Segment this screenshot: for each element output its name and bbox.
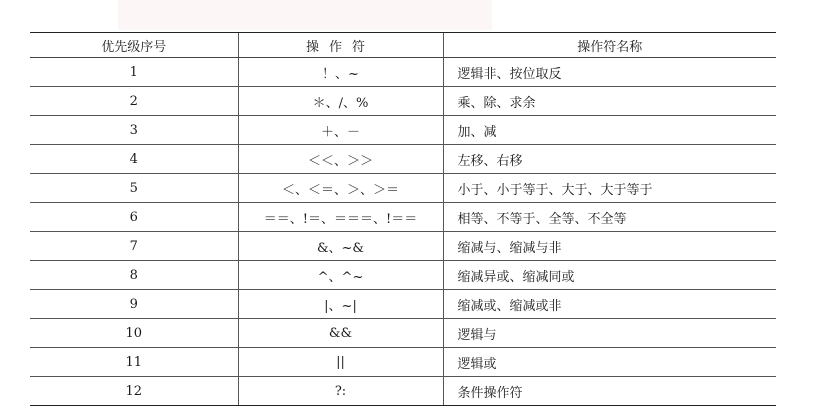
header-operator-name: 操作符名称 [443,33,776,58]
table-row [30,116,776,145]
operator-cell: && [238,319,443,348]
operator-name-cell: 左移、右移 [443,145,776,174]
operator-cell: &、~& [238,232,443,261]
operator-cell: ＜＜、＞＞ [238,145,443,174]
priority-cell: 9 [30,290,238,319]
operator-cell: ！、~ [238,58,443,87]
table-row [30,174,776,203]
operator-name-cell: 相等、不等于、全等、不全等 [443,203,776,232]
operator-cell: ＝＝、!＝、＝＝＝、!＝＝ [238,203,443,232]
priority-cell: 4 [30,145,238,174]
priority-cell: 10 [30,319,238,348]
operator-name-cell: 小于、小于等于、大于、大于等于 [443,174,776,203]
top-page-band [118,0,492,30]
table-row [30,58,776,87]
table-row [30,145,776,174]
operator-name-cell: 逻辑非、按位取反 [443,58,776,87]
operator-cell: ^、^~ [238,261,443,290]
operator-name-cell: 逻辑或 [443,348,776,377]
operator-name-cell: 条件操作符 [443,377,776,406]
operator-cell: || [238,348,443,377]
priority-cell: 6 [30,203,238,232]
table-row [30,261,776,290]
table-row [30,348,776,377]
table-row [30,377,776,406]
table-header-row [30,33,776,58]
priority-cell: 8 [30,261,238,290]
priority-cell: 7 [30,232,238,261]
table-row [30,87,776,116]
priority-cell: 1 [30,58,238,87]
operator-name-cell: 缩减与、缩减与非 [443,232,776,261]
priority-cell: 5 [30,174,238,203]
operator-name-cell: 乘、除、求余 [443,87,776,116]
operator-name-cell: 逻辑与 [443,319,776,348]
operator-name-cell: 加、减 [443,116,776,145]
table-row [30,203,776,232]
operator-cell: |、~| [238,290,443,319]
priority-cell: 12 [30,377,238,406]
header-operator: 操作符 [238,33,443,58]
table-row [30,290,776,319]
operator-precedence-table [30,32,776,406]
priority-cell: 11 [30,348,238,377]
header-priority: 优先级序号 [30,33,238,58]
operator-cell: ＋、－ [238,116,443,145]
table-row [30,319,776,348]
priority-cell: 3 [30,116,238,145]
operator-name-cell: 缩减或、缩减或非 [443,290,776,319]
operator-cell: ?: [238,377,443,406]
table-row [30,232,776,261]
operator-cell: ＊、/、% [238,87,443,116]
operator-name-cell: 缩减异或、缩减同或 [443,261,776,290]
priority-cell: 2 [30,87,238,116]
operator-cell: ＜、＜＝、＞、＞＝ [238,174,443,203]
